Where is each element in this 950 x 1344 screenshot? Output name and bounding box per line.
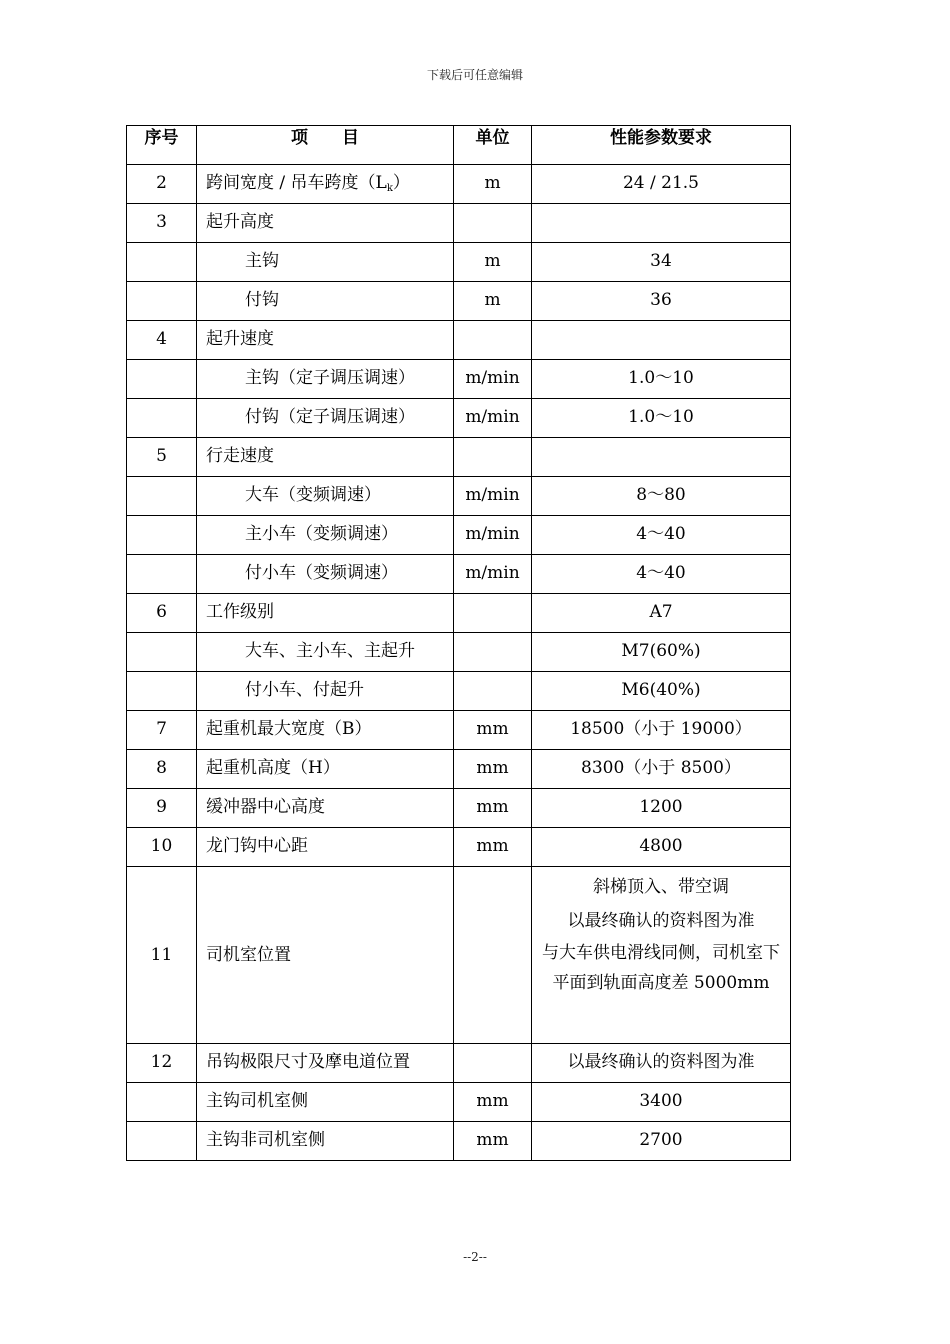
row-no: 12 bbox=[127, 1044, 197, 1083]
table-row bbox=[127, 204, 791, 243]
row-value: 24 / 21.5 bbox=[532, 165, 791, 204]
row-item: 起升速度 bbox=[197, 321, 454, 360]
row-item: 起升高度 bbox=[197, 204, 454, 243]
table-row bbox=[127, 399, 791, 438]
row-unit: m bbox=[454, 165, 532, 204]
table-row bbox=[127, 1083, 791, 1122]
row-item: 付钩 bbox=[197, 282, 454, 321]
table-row bbox=[127, 789, 791, 828]
table-row bbox=[127, 477, 791, 516]
row-unit: m bbox=[454, 243, 532, 282]
row-unit: m/min bbox=[454, 399, 532, 438]
row-unit bbox=[454, 438, 532, 477]
row-value: 8300（小于 8500） bbox=[532, 750, 791, 789]
table-row bbox=[127, 1122, 791, 1161]
table-row bbox=[127, 516, 791, 555]
row-unit: mm bbox=[454, 750, 532, 789]
row-value: 18500（小于 19000） bbox=[532, 711, 791, 750]
row-no bbox=[127, 555, 197, 594]
row-unit bbox=[454, 672, 532, 711]
table-header-row bbox=[127, 126, 791, 165]
row-value: 1.0～10 bbox=[532, 399, 791, 438]
row-no: 7 bbox=[127, 711, 197, 750]
row-value: 4800 bbox=[532, 828, 791, 867]
row-no bbox=[127, 282, 197, 321]
row-unit: mm bbox=[454, 1122, 532, 1161]
row-value: 以最终确认的资料图为准 bbox=[532, 1044, 791, 1083]
row-no bbox=[127, 633, 197, 672]
row-unit: m/min bbox=[454, 360, 532, 399]
row-value bbox=[532, 438, 791, 477]
row-item-suffix: ） bbox=[392, 173, 410, 193]
row-value: 2700 bbox=[532, 1122, 791, 1161]
table-row bbox=[127, 711, 791, 750]
row-value: A7 bbox=[532, 594, 791, 633]
row-value: 1200 bbox=[532, 789, 791, 828]
table-row bbox=[127, 438, 791, 477]
row-unit bbox=[454, 321, 532, 360]
row-value: 4～40 bbox=[532, 555, 791, 594]
row-item: 工作级别 bbox=[197, 594, 454, 633]
row-item: 主钩（定子调压调速） bbox=[197, 360, 454, 399]
table-row bbox=[127, 594, 791, 633]
table-row bbox=[127, 555, 791, 594]
row-value bbox=[532, 204, 791, 243]
row-unit bbox=[454, 633, 532, 672]
row-unit bbox=[454, 867, 532, 1044]
row-item: 付小车、付起升 bbox=[197, 672, 454, 711]
row-item: 主钩 bbox=[197, 243, 454, 282]
table-row bbox=[127, 867, 791, 1044]
row-no bbox=[127, 1122, 197, 1161]
row-item: 吊钩极限尺寸及摩电道位置 bbox=[197, 1044, 454, 1083]
row-value: M7(60%) bbox=[532, 633, 791, 672]
table-row bbox=[127, 633, 791, 672]
page-header: 下载后可任意编辑 bbox=[426, 68, 523, 82]
row-value bbox=[532, 867, 791, 1044]
row-item: 缓冲器中心高度 bbox=[197, 789, 454, 828]
row-unit: m/min bbox=[454, 477, 532, 516]
row-no: 2 bbox=[127, 165, 197, 204]
page-number: --2-- bbox=[463, 1250, 487, 1264]
row-item: 付小车（变频调速） bbox=[197, 555, 454, 594]
row-item: 大车、主小车、主起升 bbox=[197, 633, 454, 672]
row-no bbox=[127, 399, 197, 438]
col-header-item: 项 目 bbox=[197, 126, 454, 165]
row-unit: mm bbox=[454, 789, 532, 828]
row-item: 主钩司机室侧 bbox=[197, 1083, 454, 1122]
row-item: 起重机高度（H） bbox=[197, 750, 454, 789]
table-row bbox=[127, 1044, 791, 1083]
row-value-line: 以最终确认的资料图为准 bbox=[567, 911, 755, 931]
row-value: 4～40 bbox=[532, 516, 791, 555]
row-item-subscript: k bbox=[386, 183, 393, 194]
table-row bbox=[127, 165, 791, 204]
row-item: 付钩（定子调压调速） bbox=[197, 399, 454, 438]
row-value-line: 与大车供电滑线同侧，司机室下平面到轨面高度差 5000mm bbox=[542, 943, 780, 993]
table-row bbox=[127, 321, 791, 360]
row-no: 3 bbox=[127, 204, 197, 243]
col-header-value: 性能参数要求 bbox=[532, 126, 791, 165]
table-row bbox=[127, 750, 791, 789]
row-no bbox=[127, 1083, 197, 1122]
row-unit bbox=[454, 1044, 532, 1083]
row-unit: m bbox=[454, 282, 532, 321]
row-no bbox=[127, 672, 197, 711]
table-row bbox=[127, 243, 791, 282]
row-no: 4 bbox=[127, 321, 197, 360]
table-row bbox=[127, 672, 791, 711]
row-item: 大车（变频调速） bbox=[197, 477, 454, 516]
row-no bbox=[127, 360, 197, 399]
row-no bbox=[127, 243, 197, 282]
row-item: 主小车（变频调速） bbox=[197, 516, 454, 555]
row-value-line: 斜梯顶入、带空调 bbox=[593, 877, 729, 897]
row-unit: m/min bbox=[454, 555, 532, 594]
col-header-no: 序号 bbox=[127, 126, 197, 165]
row-no bbox=[127, 477, 197, 516]
row-item: 行走速度 bbox=[197, 438, 454, 477]
row-no bbox=[127, 516, 197, 555]
row-value: 36 bbox=[532, 282, 791, 321]
table-row bbox=[127, 282, 791, 321]
row-no: 8 bbox=[127, 750, 197, 789]
row-unit: mm bbox=[454, 711, 532, 750]
row-unit: mm bbox=[454, 1083, 532, 1122]
row-no: 11 bbox=[127, 867, 197, 1044]
row-unit: m/min bbox=[454, 516, 532, 555]
row-value bbox=[532, 321, 791, 360]
row-value: 8～80 bbox=[532, 477, 791, 516]
table-row bbox=[127, 828, 791, 867]
row-item bbox=[197, 165, 454, 204]
row-unit: mm bbox=[454, 828, 532, 867]
row-no: 10 bbox=[127, 828, 197, 867]
table-row bbox=[127, 360, 791, 399]
row-unit bbox=[454, 594, 532, 633]
row-value: 1.0～10 bbox=[532, 360, 791, 399]
row-unit bbox=[454, 204, 532, 243]
row-item: 主钩非司机室侧 bbox=[197, 1122, 454, 1161]
row-no: 6 bbox=[127, 594, 197, 633]
row-value: M6(40%) bbox=[532, 672, 791, 711]
row-value: 34 bbox=[532, 243, 791, 282]
col-header-unit: 单位 bbox=[454, 126, 532, 165]
spec-table bbox=[126, 125, 791, 1161]
row-item: 龙门钩中心距 bbox=[197, 828, 454, 867]
row-no: 9 bbox=[127, 789, 197, 828]
row-no: 5 bbox=[127, 438, 197, 477]
row-item: 起重机最大宽度（B） bbox=[197, 711, 454, 750]
row-item-text: 跨间宽度 / 吊车跨度（L bbox=[206, 173, 387, 193]
row-value: 3400 bbox=[532, 1083, 791, 1122]
row-item: 司机室位置 bbox=[197, 867, 454, 1044]
